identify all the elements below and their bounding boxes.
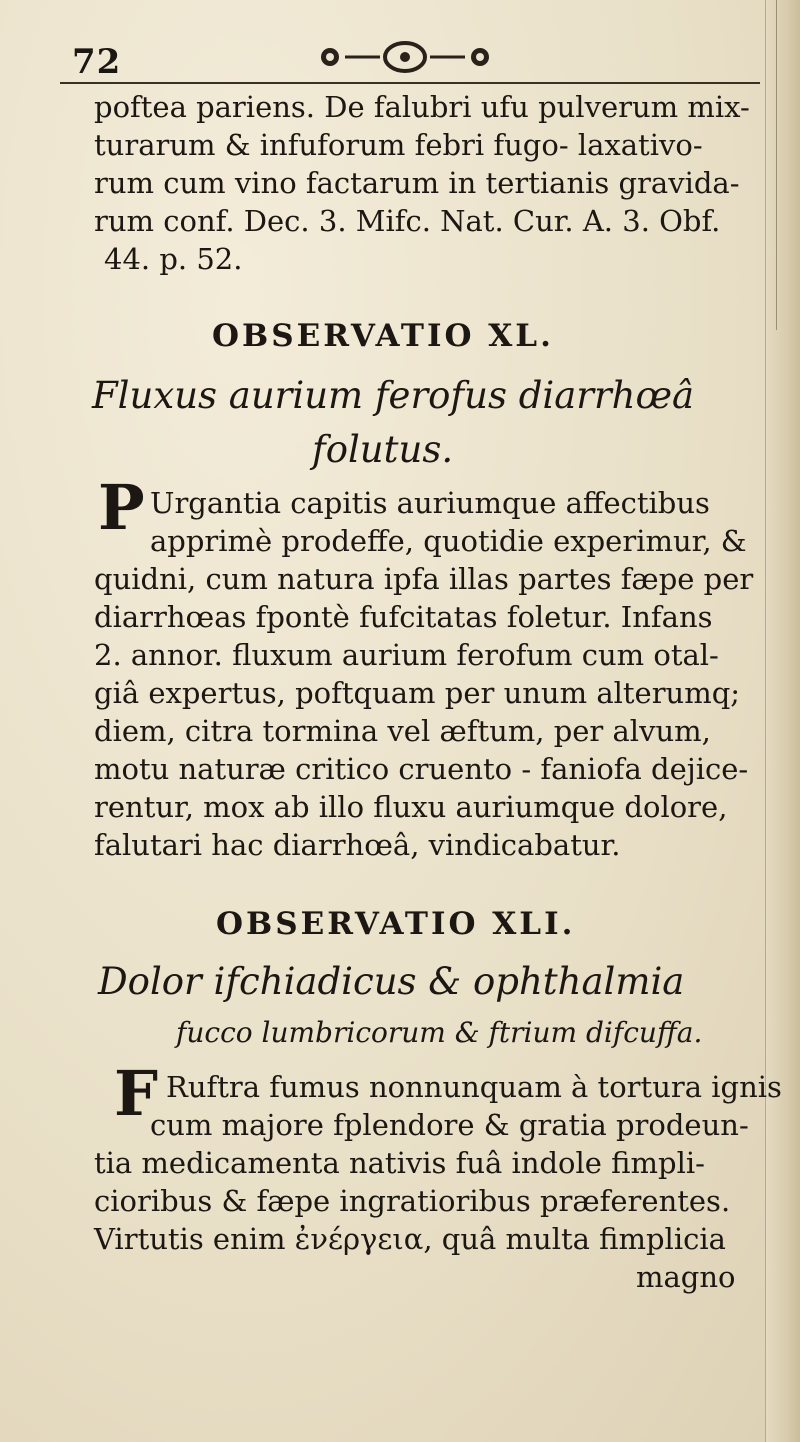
head-rule [60,82,760,84]
text-line: motu naturæ critico cruento - faniofa dejice- [94,752,749,786]
text-line: tia medicamenta nativis fuâ indole fimpli- [94,1146,705,1180]
observation-title: fucco lumbricorum & ftrium difcuffa. [176,1016,703,1049]
observation-heading: OBSERVATIO XLI. [216,906,576,942]
text-line: Ruftra fumus nonnunquam à tortura ignis [166,1070,782,1104]
text-line: Urgantia capitis auriumque affectibus [150,486,710,520]
catchword: magno [636,1260,736,1294]
drop-capital: F [114,1057,159,1130]
text-line: rum conf. Dec. 3. Mifc. Nat. Cur. A. 3. Obf. [94,204,721,238]
text-line: diem, citra tormina vel æftum, per alvum, [94,714,711,748]
observation-heading: OBSERVATIO XL. [212,318,554,354]
observation-title: Fluxus aurium ferofus diarrhœâ [92,374,695,417]
page-number: 72 [72,42,122,82]
text-line: cum majore fplendore & gratia prodeun- [150,1108,749,1142]
text-line: rum cum vino factarum in tertianis gravida- [94,166,740,200]
text-line: 44. p. 52. [104,242,243,276]
text-line: quidni, cum natura ipfa illas partes fæpe per [94,562,754,596]
text-line: rentur, mox ab illo fluxu auriumque dolore, [94,790,728,824]
printers-ornament [290,40,520,74]
observation-title: folutus. [312,428,454,471]
text-line: apprimè prodeffe, quotidie experimur, & [150,524,747,558]
text-line: giâ expertus, poftquam per unum alterumq; [94,676,741,710]
text-line: poftea pariens. De falubri ufu pulverum mix- [94,90,750,124]
text-line: falutari hac diarrhœâ, vindicabatur. [94,828,621,862]
text-line: 2. annor. fluxum aurium ferofum cum otal- [94,638,719,672]
text-line: cioribus & fæpe ingratioribus præferentes. [94,1184,731,1218]
running-head [60,30,760,86]
observation-title: Dolor ifchiadicus & ophthalmia [98,960,685,1003]
text-line: diarrhœas fpontè fufcitatas foletur. Infans [94,600,713,634]
text-line: Virtutis enim ἐνέργεια, quâ multa fimplicia [94,1222,726,1256]
text-line: turarum & infuforum febri fugo- laxativo- [94,128,703,162]
drop-capital: P [98,471,145,544]
